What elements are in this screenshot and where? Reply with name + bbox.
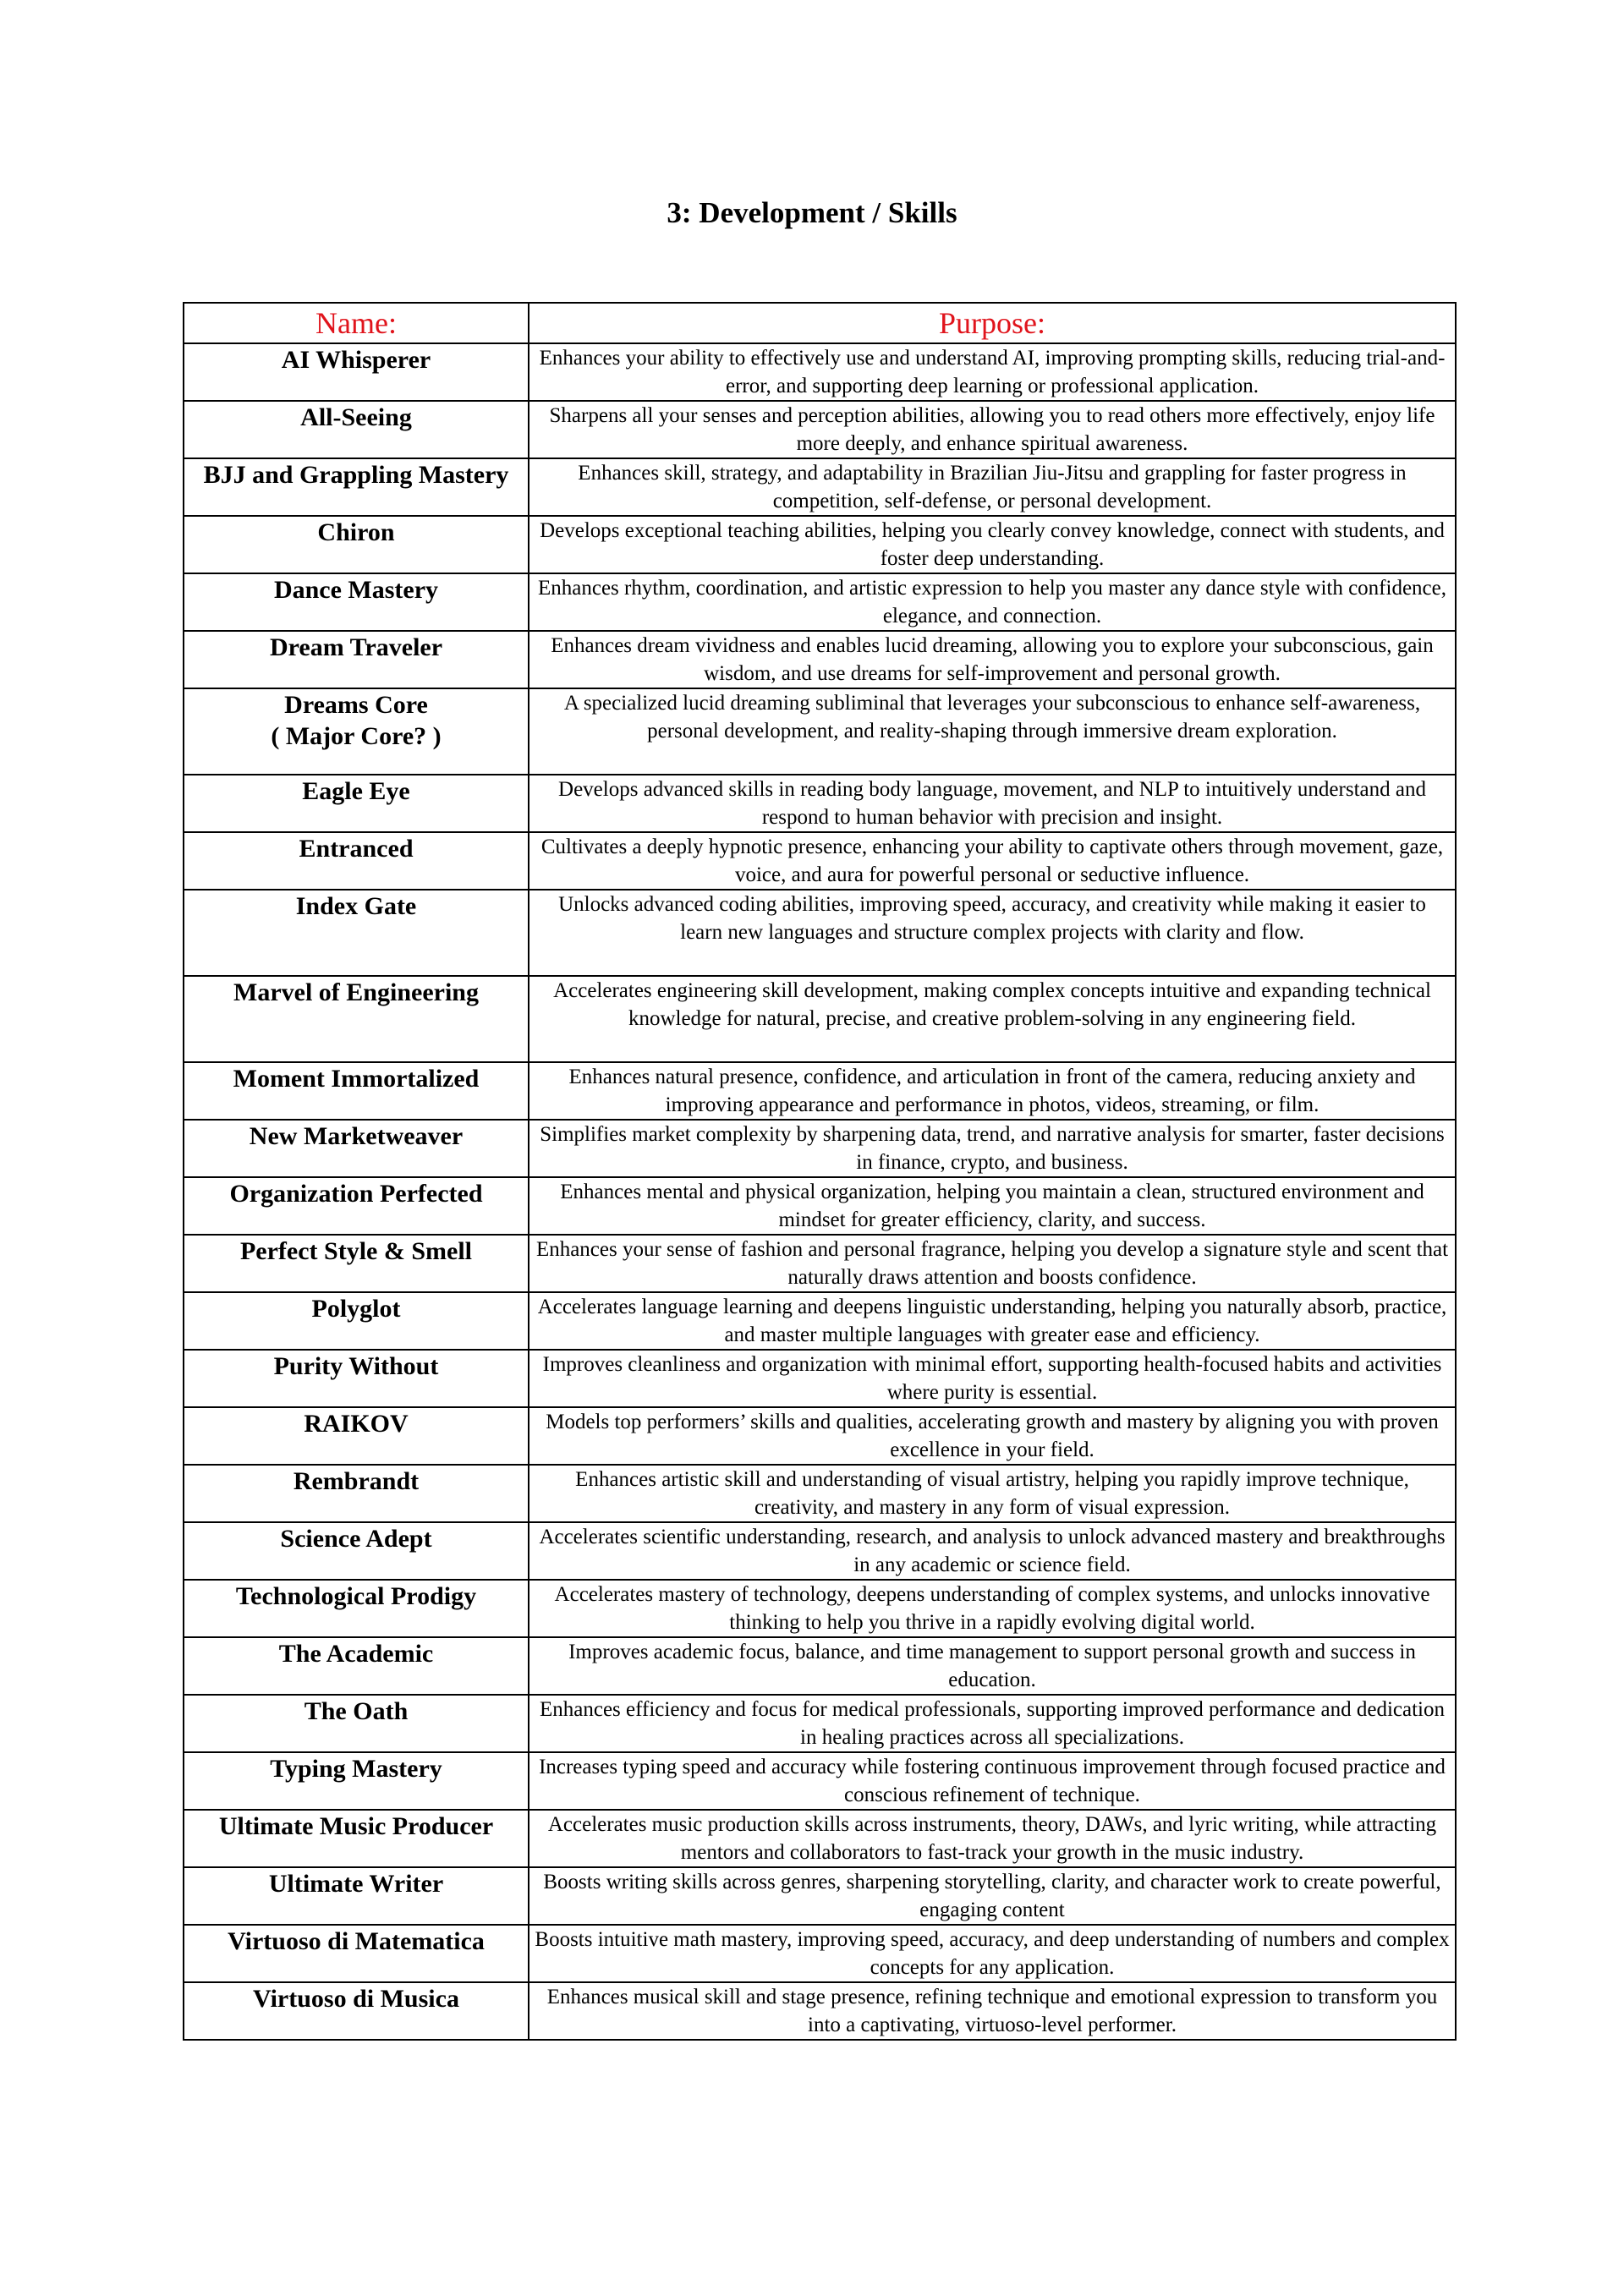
skill-name: Dreams Core xyxy=(284,691,428,719)
skill-name: Science Adept xyxy=(184,1522,529,1580)
table-row xyxy=(184,1810,1456,1867)
skill-purpose: Accelerates music production skills across instruments, theory, DAWs, and lyric writing, while attracting mentors and collaborators to fast-track your growth in the music industry. xyxy=(529,1810,1456,1867)
skill-name: Eagle Eye xyxy=(184,775,529,832)
table-row xyxy=(184,1867,1456,1925)
table-row xyxy=(184,1580,1456,1637)
table-row xyxy=(184,631,1456,688)
skill-purpose: Models top performers’ skills and qualities, accelerating growth and mastery by aligning you with proven excellence in your field. xyxy=(529,1407,1456,1465)
table-row xyxy=(184,1407,1456,1465)
skill-name: Typing Mastery xyxy=(184,1752,529,1810)
table-row xyxy=(184,458,1456,516)
skill-purpose: Simplifies market complexity by sharpening data, trend, and narrative analysis for smarter, faster decisions in finance, crypto, and business. xyxy=(529,1120,1456,1177)
table-row xyxy=(184,1120,1456,1177)
table-row xyxy=(184,573,1456,631)
table-row xyxy=(184,1522,1456,1580)
skill-purpose: Enhances dream vividness and enables lucid dreaming, allowing you to explore your subconscious, gain wisdom, and use dreams for self-improvement and personal growth. xyxy=(529,631,1456,688)
skill-purpose: Enhances your sense of fashion and personal fragrance, helping you develop a signature style and scent that naturally draws attention and boosts confidence. xyxy=(529,1235,1456,1292)
skill-purpose: Enhances your ability to effectively use and understand AI, improving prompting skills, reducing trial-and-error, and supporting deep learning or professional application. xyxy=(529,343,1456,401)
skill-purpose: Develops exceptional teaching abilities, helping you clearly convey knowledge, connect with students, and foster deep understanding. xyxy=(529,516,1456,573)
skill-name: The Academic xyxy=(184,1637,529,1695)
table-row xyxy=(184,890,1456,976)
skill-name: Organization Perfected xyxy=(184,1177,529,1235)
skill-name: AI Whisperer xyxy=(184,343,529,401)
skill-purpose: Enhances skill, strategy, and adaptability in Brazilian Jiu-Jitsu and grappling for faster progress in competition, self-defense, or personal development. xyxy=(529,458,1456,516)
skill-purpose: Unlocks advanced coding abilities, improving speed, accuracy, and creativity while making it easier to learn new languages and structure complex projects with clarity and flow. xyxy=(529,890,1456,976)
skill-purpose: Enhances musical skill and stage presence, refining technique and emotional expression to transform you into a captivating, virtuoso-level performer. xyxy=(529,1982,1456,2040)
skill-name-note: ( Major Core? ) xyxy=(271,722,442,750)
skill-name: Chiron xyxy=(184,516,529,573)
table-row xyxy=(184,976,1456,1062)
skill-name: Moment Immortalized xyxy=(184,1062,529,1120)
table-row xyxy=(184,1752,1456,1810)
table-row xyxy=(184,1177,1456,1235)
skill-name: Ultimate Writer xyxy=(184,1867,529,1925)
skill-name-cell xyxy=(184,688,529,775)
skill-name: Dream Traveler xyxy=(184,631,529,688)
table-row xyxy=(184,1235,1456,1292)
table-row xyxy=(184,516,1456,573)
skill-name: Polyglot xyxy=(184,1292,529,1350)
skill-name: Virtuoso di Musica xyxy=(184,1982,529,2040)
skill-name: Marvel of Engineering xyxy=(184,976,529,1062)
skill-name: The Oath xyxy=(184,1695,529,1752)
table-row xyxy=(184,1062,1456,1120)
purpose-column-header: Purpose: xyxy=(529,303,1456,343)
skill-name: BJJ and Grappling Mastery xyxy=(184,458,529,516)
table-row xyxy=(184,1465,1456,1522)
skills-table-body xyxy=(184,343,1456,2040)
skill-purpose: Improves academic focus, balance, and time management to support personal growth and success in education. xyxy=(529,1637,1456,1695)
skill-purpose: Enhances efficiency and focus for medical professionals, supporting improved performance and dedication in healing practices across all specializations. xyxy=(529,1695,1456,1752)
table-row xyxy=(184,688,1456,775)
table-row xyxy=(184,775,1456,832)
skills-table xyxy=(183,302,1457,2041)
table-row xyxy=(184,1292,1456,1350)
skill-purpose: Enhances mental and physical organization, helping you maintain a clean, structured environment and mindset for greater efficiency, clarity, and success. xyxy=(529,1177,1456,1235)
skill-name: Perfect Style & Smell xyxy=(184,1235,529,1292)
skill-name: Ultimate Music Producer xyxy=(184,1810,529,1867)
skill-purpose: Accelerates engineering skill development, making complex concepts intuitive and expanding technical knowledge for natural, precise, and creative problem-solving in any engineering field. xyxy=(529,976,1456,1062)
table-row xyxy=(184,1637,1456,1695)
skill-purpose: Develops advanced skills in reading body language, movement, and NLP to intuitively understand and respond to human behavior with precision and insight. xyxy=(529,775,1456,832)
skill-name: Purity Without xyxy=(184,1350,529,1407)
skill-name: RAIKOV xyxy=(184,1407,529,1465)
skill-name: Rembrandt xyxy=(184,1465,529,1522)
table-row xyxy=(184,1925,1456,1982)
table-row xyxy=(184,343,1456,401)
skill-purpose: A specialized lucid dreaming subliminal that leverages your subconscious to enhance self-awareness, personal development, and reality-shaping through immersive dream exploration. xyxy=(529,688,1456,775)
skill-name: Virtuoso di Matematica xyxy=(184,1925,529,1982)
table-row xyxy=(184,401,1456,458)
table-row xyxy=(184,1350,1456,1407)
table-row xyxy=(184,832,1456,890)
skill-name: Technological Prodigy xyxy=(184,1580,529,1637)
skill-name: Entranced xyxy=(184,832,529,890)
name-column-header: Name: xyxy=(184,303,529,343)
skill-purpose: Enhances artistic skill and understanding of visual artistry, helping you rapidly improve technique, creativity, and mastery in any form of visual expression. xyxy=(529,1465,1456,1522)
skill-purpose: Improves cleanliness and organization with minimal effort, supporting health-focused habits and activities where purity is essential. xyxy=(529,1350,1456,1407)
skill-purpose: Boosts writing skills across genres, sharpening storytelling, clarity, and character work to create powerful, engaging content xyxy=(529,1867,1456,1925)
skill-purpose: Enhances rhythm, coordination, and artistic expression to help you master any dance style with confidence, elegance, and connection. xyxy=(529,573,1456,631)
skill-name: Index Gate xyxy=(184,890,529,976)
skill-name: Dance Mastery xyxy=(184,573,529,631)
skill-purpose: Accelerates mastery of technology, deepens understanding of complex systems, and unlocks innovative thinking to help you thrive in a rapidly evolving digital world. xyxy=(529,1580,1456,1637)
skill-purpose: Enhances natural presence, confidence, and articulation in front of the camera, reducing anxiety and improving appearance and performance in photos, videos, streaming, or film. xyxy=(529,1062,1456,1120)
skill-purpose: Accelerates language learning and deepens linguistic understanding, helping you naturally absorb, practice, and master multiple languages with greater ease and efficiency. xyxy=(529,1292,1456,1350)
skill-purpose: Increases typing speed and accuracy while fostering continuous improvement through focused practice and conscious refinement of technique. xyxy=(529,1752,1456,1810)
table-row xyxy=(184,1695,1456,1752)
skill-name: New Marketweaver xyxy=(184,1120,529,1177)
table-header-row xyxy=(184,303,1456,343)
page-title: 3: Development / Skills xyxy=(667,196,957,229)
skill-name: All-Seeing xyxy=(184,401,529,458)
skill-purpose: Sharpens all your senses and perception abilities, allowing you to read others more effectively, enjoy life more deeply, and enhance spiritual awareness. xyxy=(529,401,1456,458)
skill-purpose: Accelerates scientific understanding, research, and analysis to unlock advanced mastery and breakthroughs in any academic or science field. xyxy=(529,1522,1456,1580)
skill-purpose: Cultivates a deeply hypnotic presence, enhancing your ability to captivate others through movement, gaze, voice, and aura for powerful personal or seductive influence. xyxy=(529,832,1456,890)
skill-purpose: Boosts intuitive math mastery, improving speed, accuracy, and deep understanding of numbers and complex concepts for any application. xyxy=(529,1925,1456,1982)
table-row xyxy=(184,1982,1456,2040)
